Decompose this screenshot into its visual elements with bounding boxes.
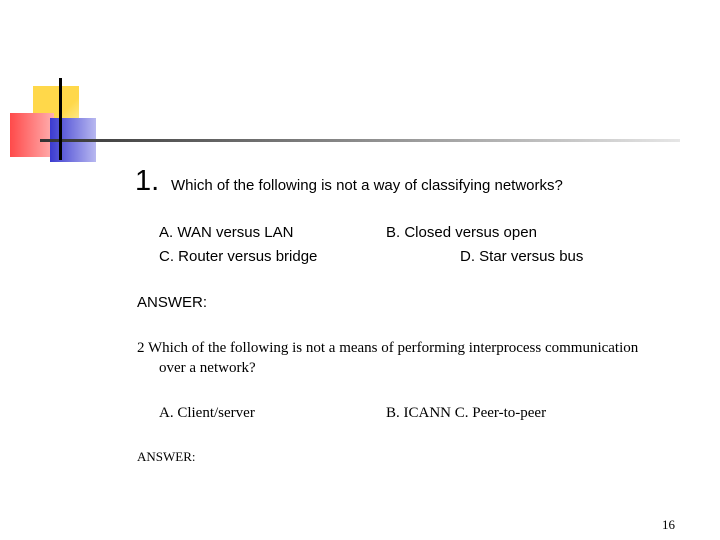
question-1-option-c: C. Router versus bridge (159, 248, 318, 265)
question-1-option-a: A. WAN versus LAN (159, 224, 294, 241)
question-2-option-b-c: B. ICANN C. Peer-to-peer (386, 405, 547, 421)
question-2-answer-label: ANSWER: (137, 449, 196, 464)
question-2-text-line-2: over a network? (159, 360, 256, 376)
question-2-option-a: A. Client/server (159, 405, 255, 421)
question-1-number: 1. (135, 165, 160, 197)
decor-vertical-line (59, 78, 62, 160)
question-1-option-d: D. Star versus bus (460, 248, 584, 265)
title-rule (40, 139, 680, 142)
page-number: 16 (662, 517, 675, 532)
question-2-text-line-1: 2 Which of the following is not a means of performing interprocess communication (137, 340, 639, 356)
decor-red-square (10, 113, 54, 157)
question-1-text: Which of the following is not a way of classifying networks? (171, 177, 563, 194)
question-1-option-b: B. Closed versus open (386, 224, 537, 241)
question-1-answer-label: ANSWER: (137, 294, 208, 311)
